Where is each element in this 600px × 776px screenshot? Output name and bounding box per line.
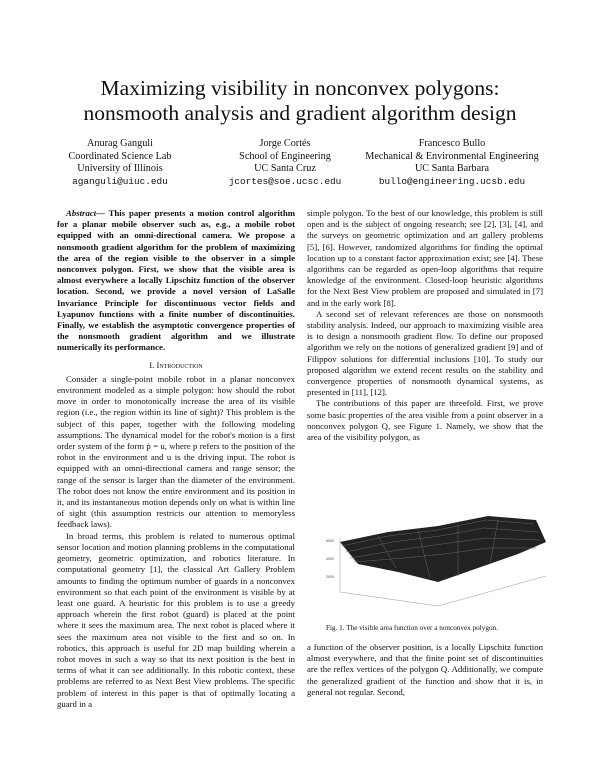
title-line-1: Maximizing visibility in nonconvex polygons: xyxy=(100,76,500,100)
paragraph: simple polygon. To the best of our knowledge, this problem is still open and is the subject of ongoing research; see [2], [3], [4], and the surveys on geometric optimization and art gallery problems [5], [6]. However, randomized algorithms for finding the optimal location up to a constant factor approximation exist; see [4]. These algorithms can be regarded as open-loop algorithms that require knowledge of the environment. Closed-loop heuristic algorithms for the Next Best View problem are proposed and simulated in [7] and in the early work [8]. xyxy=(307,208,543,308)
title-line-2: nonsmooth analysis and gradient algorithm design xyxy=(83,101,517,125)
svg-text:6000: 6000 xyxy=(326,539,334,543)
left-column xyxy=(57,208,295,710)
author-univ: UC Santa Cruz xyxy=(254,163,316,174)
paragraph: The contributions of this paper are threefold. First, we prove some basic properties of the area visible from a point observer in a nonconvex polygon Q, see Figure 1. Namely, we show that the area of the visibility polygon, as xyxy=(307,398,543,443)
visible-area-surface-plot xyxy=(318,502,552,608)
right-column-top xyxy=(307,208,543,443)
section-heading: I. Introduction xyxy=(149,359,203,370)
author-email: aganguli@uiuc.edu xyxy=(72,175,168,187)
author-email: jcortes@soe.ucsc.edu xyxy=(228,175,342,187)
author-name: Jorge Cortés xyxy=(259,138,311,149)
author-email: bullo@engineering.ucsb.edu xyxy=(378,175,526,187)
author-dept: School of Engineering xyxy=(239,150,331,162)
author-1 xyxy=(55,138,185,188)
author-dept: Coordinated Science Lab xyxy=(68,150,172,162)
svg-text:4000: 4000 xyxy=(326,557,334,561)
author-univ: University of Illinois xyxy=(77,163,163,174)
paragraph: a function of the observer position, is a locally Lipschitz function almost everywhere, and that the finite point set of discontinuities are the reflex vertices of the polygon Q. Additionally, we compute the generalized gradient of the function and show that it is, in general not regular. Second, xyxy=(307,642,543,697)
paragraph: A second set of relevant references are those on nonsmooth stability analysis. Indeed, our approach to maximizing visible area is to design a nonsmooth gradient flow. To define our proposed algorithm we rely on the notions of generalized gradient [9] and of Filippov solutions for differential inclusions [10]. To study our proposed algorithm we extend recent results on the stability and convergence properties of nonsmooth dynamical systems, as presented in [11], [12]. xyxy=(307,308,543,398)
abstract-text: — This paper presents a motion control algorithm for a planar mobile observer such as, e.g., a mobile robot equipped with an omni-directional camera. We propose a nonsmooth gradient algorithm for the problem of maximizing the area of the region visible to the observer in a simple nonconvex polygon. First, we show that the visible area is almost everywhere a locally Lipschitz function of the observer location. Second, we provide a novel version of LaSalle Invariance Principle for discontinuous vector fields and Lyapunov functions with a finite number of discontinuities. Finally, we establish the asymptotic convergence properties of the nonsmooth gradient algorithm and we illustrate numerically its performance. xyxy=(57,208,295,353)
right-column-bottom xyxy=(307,642,543,698)
figure-caption: Fig. 1. The visible area function over a nonconvex polygon. xyxy=(326,624,498,632)
paragraph: In broad terms, this problem is related to numerous optimal sensor location and motion planning problems in the computational geometry, geometric optimization, and robotics literature. In computational geometry [1], the classical Art Gallery Problem amounts to finding the optimum number of guards in a nonconvex environment so that each point of the environment is visible by at least one guard. A heuristic for this problem is to use a greedy approach wherein the first robot (guard) is placed at the point where it sees the maximum area. The next robot is placed where it sees the maximum area not visible to the first and so on. In robotics, this approach is useful for 2D map building wherein a robot moves in such a way so that its next position is the best in terms of what it can see additionally. In this robotic context, these problems are referred to as Next Best View problems. The specific problem of interest in this paper is that of optimally locating a guard in a xyxy=(57,530,295,709)
author-univ: UC Santa Barbara xyxy=(414,163,490,174)
paper-title xyxy=(30,76,570,126)
author-dept: Mechanical & Environmental Engineering xyxy=(365,150,539,162)
paragraph: Consider a single-point mobile robot in a planar nonconvex environment modeled as a simple polygon: how should the robot move in order to monotonically increase the area of its visible region (i.e., the region within its line of sight)? This problem is the subject of this paper, together with the following modeling assumptions. The dynamical model for the robot's motion is a first order system of the form ṗ = u, where p refers to the position of the robot in the environment and u is the driving input. The robot is equipped with an omni-directional camera and range sensor; the range of the sensor is larger than the diameter of the environment. The robot does not know the entire environment and its position in it, and its instantaneous motion depends only on what is within line of sight (this assumption restricts our attention to memoryless feedback laws). xyxy=(57,373,295,530)
author-name: Francesco Bullo xyxy=(418,138,486,149)
author-name: Anurag Ganguli xyxy=(87,138,153,149)
svg-text:2000: 2000 xyxy=(326,575,334,579)
abstract-label: Abstract xyxy=(66,208,97,218)
author-2 xyxy=(215,138,355,188)
author-3 xyxy=(352,138,552,188)
abstract xyxy=(57,208,295,354)
